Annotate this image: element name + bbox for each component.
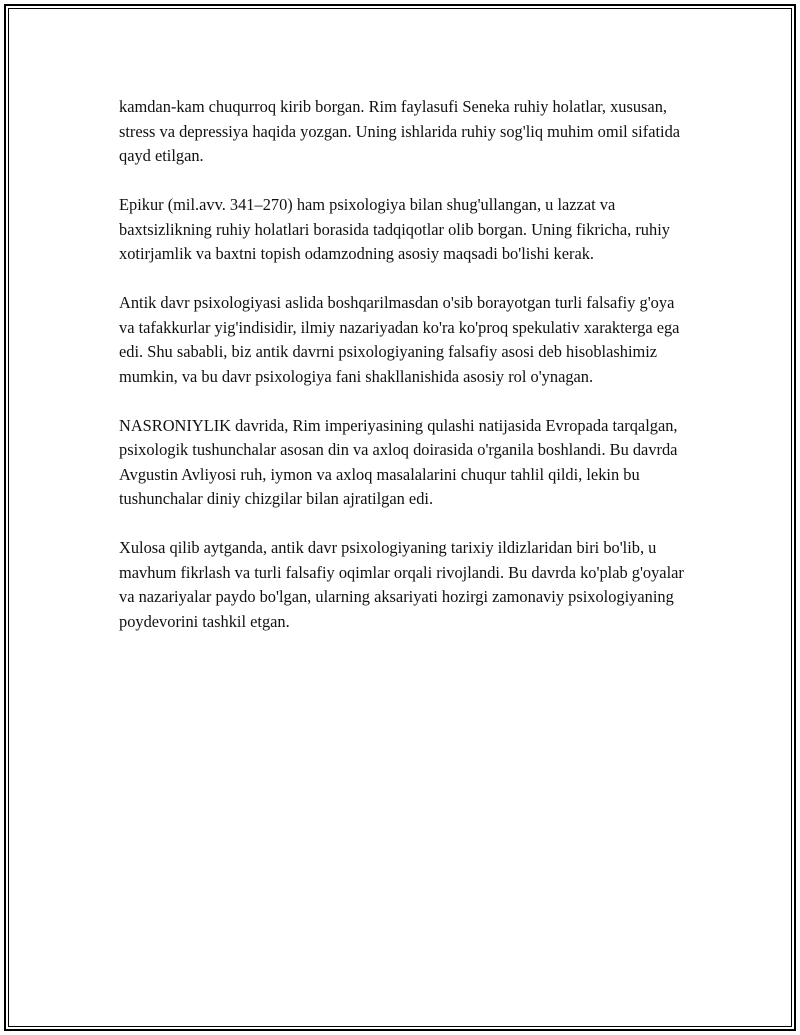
document-page <box>4 4 796 1031</box>
document-body <box>119 95 689 659</box>
paragraph-antik-davr: Antik davr psixologiyasi aslida boshqarilmasdan o'sib borayotgan turli falsafiy g'oya va tafakkurlar yig'indisidir, ilmiy nazariyadan ko'ra ko'proq spekulativ xarakterga ega edi. Shu sababli, biz antik davrni psixologiyaning falsafiy asosi deb hisoblashimiz mumkin, va bu davr psixologiya fani shakllanishida asosiy rol o'ynagan. <box>119 293 680 386</box>
paragraph-nasroniylik: NASRONIYLIK davrida, Rim imperiyasining qulashi natijasida Evropada tarqalgan, psixologik tushunchalar asosan din va axloq doirasida o'rganila boshlandi. Bu davrda Avgustin Avliyosi ruh, iymon va axloq masalalarini chuqur tahlil qildi, lekin bu tushunchalar diniy chizgilar bilan ajratilgan edi. <box>119 415 678 508</box>
paragraph-epikur: Epikur (mil.avv. 341–270) ham psixologiya bilan shug'ullangan, u lazzat va baxtsizlikning ruhiy holatlari borasida tadqiqotlar olib borgan. Uning fikricha, ruhiy xotirjamlik va baxtni topish odamzodning asosiy maqsadi bo'lishi kerak. <box>119 195 670 263</box>
paragraph-seneka: kamdan-kam chuqurroq kirib borgan. Rim faylasufi Seneka ruhiy holatlar, xususan, stress va depressiya haqida yozgan. Uning ishlarida ruhiy sog'liq muhim omil sifatida qayd etilgan. <box>119 97 681 165</box>
paragraph-xulosa: Xulosa qilib aytganda, antik davr psixologiyaning tarixiy ildizlaridan biri bo'lib, u mavhum fikrlash va turli falsafiy oqimlar orqali rivojlandi. Bu davrda ko'plab g'oyalar va nazariyalar paydo bo'lgan, ularning aksariyati hozirgi zamonaviy psixologiyaning poydevorini tashkil etgan. <box>119 538 684 631</box>
